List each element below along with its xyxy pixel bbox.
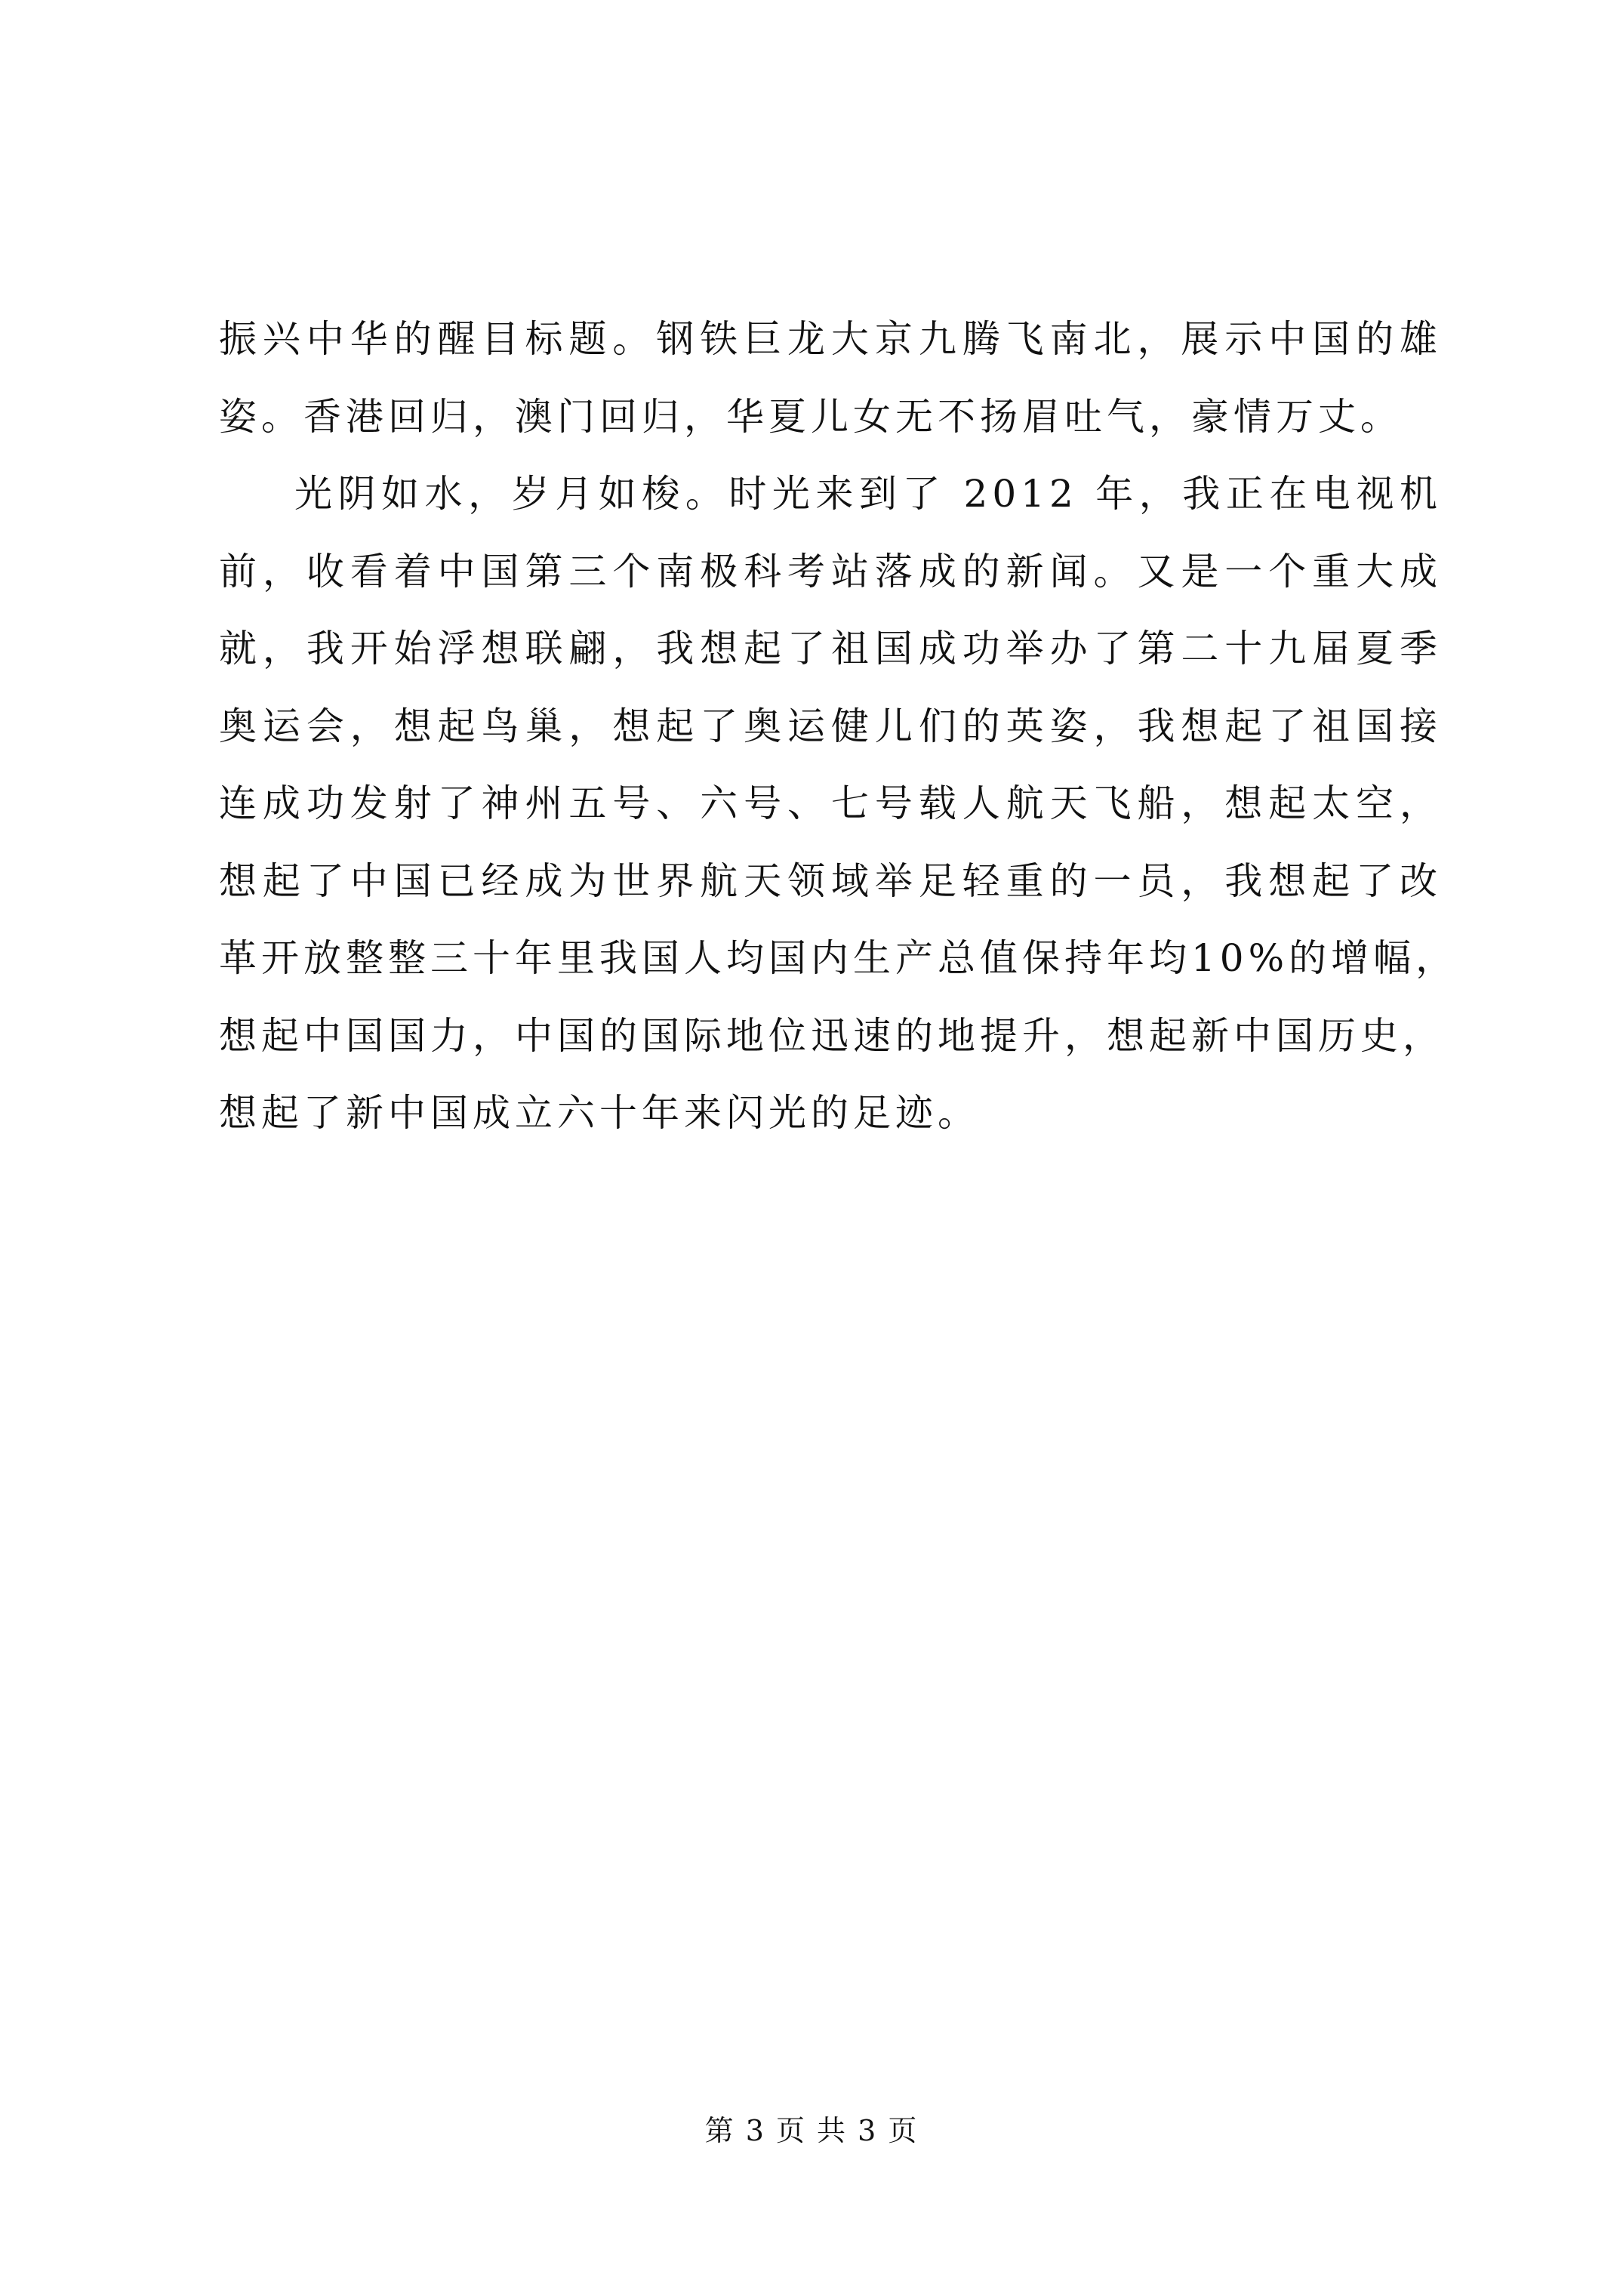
paragraph-line: 姿。香港回归，澳门回归，华夏儿女无不扬眉吐气，豪情万丈。 [219,394,1403,439]
paragraph-line: 想起了中国已经成为世界航天领域举足轻重的一员，我想起了改 [219,858,1442,903]
paragraph-line: 前，收看着中国第三个南极科考站落成的新闻。又是一个重大成 [219,549,1442,593]
paragraph-line: 连成功发射了神州五号、六号、七号载人航天飞船，想起太空， [219,781,1442,825]
paragraph-line: 光阴如水，岁月如梭。时光来到了 2012 年，我正在电视机 [294,472,1442,516]
paragraph-line: 振兴中华的醒目标题。钢铁巨龙大京九腾飞南北，展示中国的雄 [219,317,1442,361]
paragraph-line: 想起中国国力，中国的国际地位迅速的地提升，想起新中国历史， [219,1013,1445,1058]
paragraph-line: 奥运会，想起鸟巢，想起了奥运健儿们的英姿，我想起了祖国接 [219,704,1442,748]
paragraph-line: 革开放整整三十年里我国人均国内生产总值保持年均10%的增幅， [219,936,1458,980]
body-text [219,300,1458,1152]
paragraph-2 [219,455,1458,1152]
page-footer: 第 3 页 共 3 页 [704,2114,919,2147]
paragraph-1 [219,300,1442,455]
paragraph-line: 就，我开始浮想联翩，我想起了祖国成功举办了第二十九届夏季 [219,627,1442,670]
paragraph-line: 想起了新中国成立六十年来闪光的足迹。 [219,1091,980,1135]
